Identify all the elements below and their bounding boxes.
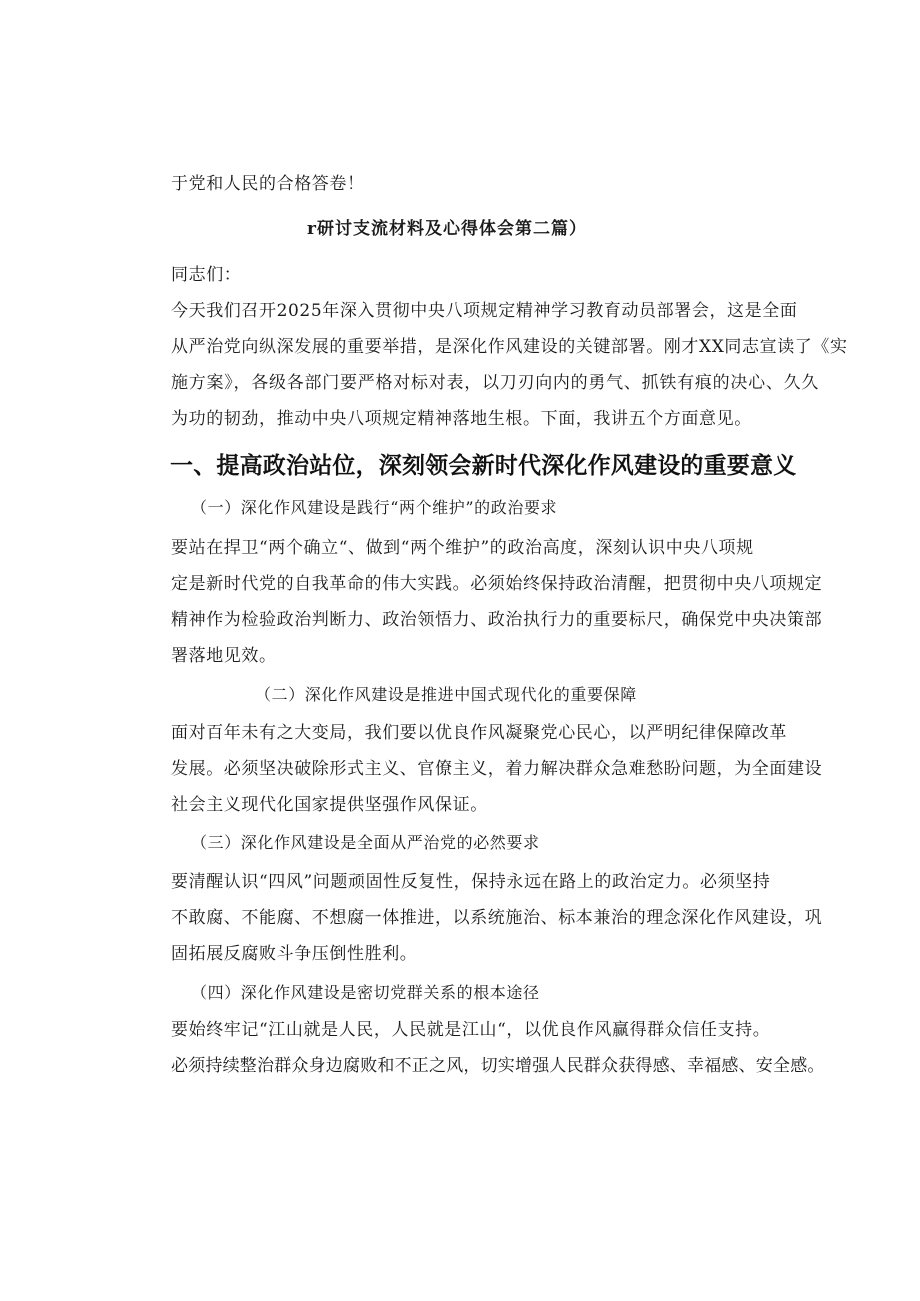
paragraph-line: 署落地见效。: [171, 646, 277, 666]
paragraph-line: 要始终牢记“江山就是人民，人民就是江山“，以优良作风赢得群众信任支持。: [171, 1020, 771, 1040]
paragraph-line: 今天我们召开2025年深入贯彻中央八项规定精神学习教育动员部署会，这是全面: [171, 301, 798, 321]
subsection-heading: （三）深化作风建设是全面从严治党的必然要求: [191, 833, 540, 852]
subsection-heading: （四）深化作风建设是密切党群关系的根本途径: [191, 983, 540, 1002]
heading-level-1: 一、提高政治站位，深刻领会新时代深化作风建设的重要意义: [170, 453, 797, 479]
subsection-heading: （一）深化作风建设是践行“两个维护”的政治要求: [191, 498, 558, 517]
section-title: r研讨支流材料及心得体会第二篇）: [307, 219, 587, 239]
paragraph-line: 要站在捍卫“两个确立“、做到“两个维护”的政治高度，深刻认识中央八项规: [171, 538, 754, 558]
paragraph-line: 要清醒认识“四风”问题顽固性反复性，保持永远在路上的政治定力。必须坚持: [171, 872, 771, 892]
paragraph-line: 从严治党向纵深发展的重要举措，是深化作风建设的关键部署。刚才XX同志宣读了《实: [171, 337, 848, 357]
paragraph-line: 面对百年未有之大变局，我们要以优良作风凝聚党心民心，以严明纪律保障改革: [171, 723, 787, 743]
paragraph-line: 施方案》，各级各部门要严格对标对表，以刀刃向内的勇气、抓铁有痕的决心、久久: [171, 373, 819, 393]
paragraph-line: 发展。必须坚决破除形式主义、官僚主义，着力解决群众急难愁盼问题，为全面建设: [171, 759, 823, 779]
carryover-line: 于党和人民的合格答卷！: [171, 174, 365, 194]
paragraph-line: 不敢腐、不能腐、不想腐一体推进，以系统施治、标本兼治的理念深化作风建设，巩: [171, 908, 823, 928]
paragraph-line: 必须持续整治群众身边腐败和不正之风，切实增强人民群众获得感、幸福感、安全感。: [171, 1056, 825, 1076]
salutation: 同志们：: [171, 265, 242, 285]
paragraph-line: 精神作为检验政治判断力、政治领悟力、政治执行力的重要标尺，确保党中央决策部: [171, 610, 823, 630]
paragraph-line: 定是新时代党的自我革命的伟大实践。必须始终保持政治清醒，把贯彻中央八项规定: [171, 574, 823, 594]
paragraph-line: 社会主义现代化国家提供坚强作风保证。: [171, 795, 488, 815]
paragraph-line: 固拓展反腐败斗争压倒性胜利。: [171, 944, 418, 964]
subsection-heading: （二）深化作风建设是推进中国式现代化的重要保障: [255, 685, 637, 704]
paragraph-line: 为功的韧劲，推动中央八项规定精神落地生根。下面，我讲五个方面意见。: [171, 409, 752, 429]
